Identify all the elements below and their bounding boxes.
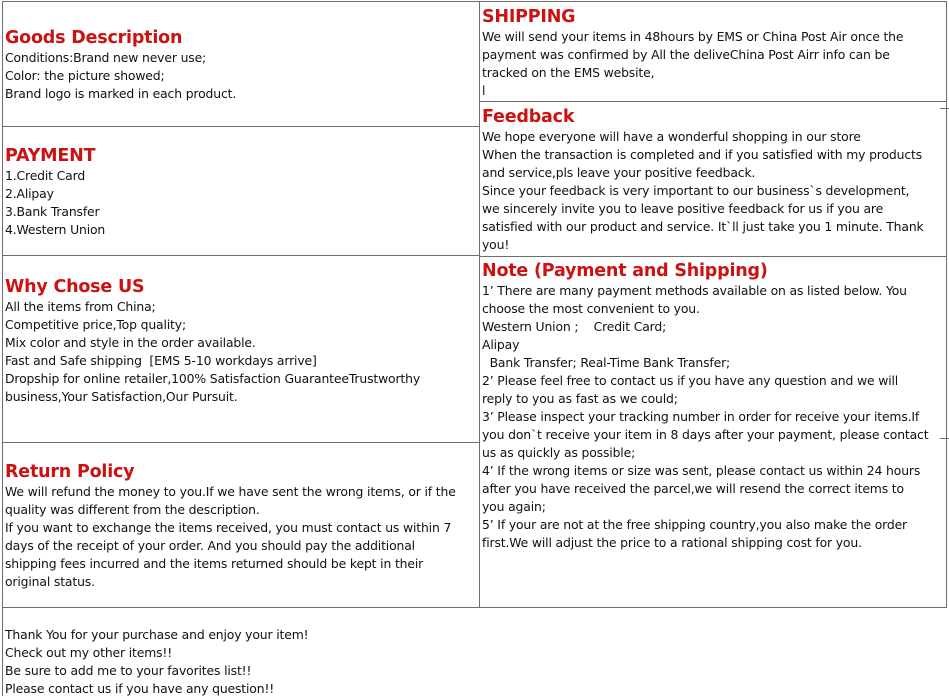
- why-line: Fast and Safe shipping [EMS 5-10 workdays arrive]: [5, 353, 317, 368]
- feedback-line: When the transaction is completed and if you satisfied with my products: [482, 147, 923, 162]
- why-chose-us-section: [2, 276, 478, 406]
- return-line: shipping fees incurred and the items returned should be kept in their: [5, 556, 424, 571]
- shipping-line: We will send your items in 48hours by EMS or China Post Air once the: [482, 29, 904, 44]
- payment-method: 2.Alipay: [5, 186, 54, 201]
- note-line: first.We will adjust the price to a rational shipping cost for you.: [482, 535, 862, 550]
- goods-line: Brand logo is marked in each product.: [5, 86, 237, 101]
- why-line: Competitive price,Top quality;: [5, 317, 186, 332]
- feedback-line: We hope everyone will have a wonderful shopping in our store: [482, 129, 861, 144]
- closing-line: Be sure to add me to your favorites list!!: [5, 663, 252, 678]
- payment-method: 1.Credit Card: [5, 168, 86, 183]
- shipping-line: tracked on the EMS website,: [482, 65, 655, 80]
- why-line: Dropship for online retailer,100% Satisfaction GuaranteeTrustworthy: [5, 371, 421, 386]
- note-line: Western Union ; Credit Card;: [482, 319, 667, 334]
- why-line: business,Your Satisfaction,Our Pursuit.: [5, 389, 238, 404]
- note-line: us as quickly as possible;: [482, 445, 636, 460]
- return-line: We will refund the money to you.If we have sent the wrong items, or if the: [5, 484, 456, 499]
- closing-section: [2, 626, 602, 698]
- shipping-title: SHIPPING: [482, 7, 576, 27]
- note-line: after you have received the parcel,we will resend the correct items to: [482, 481, 904, 496]
- note-line: 5’ If your are not at the free shipping country,you also make the order: [482, 517, 907, 532]
- note-section: [479, 260, 945, 552]
- note-line: 4’ If the wrong items or size was sent, please contact us within 24 hours: [482, 463, 921, 478]
- feedback-line: we sincerely invite you to leave positive feedback for us if you are: [482, 201, 884, 216]
- why-line: All the items from China;: [5, 299, 156, 314]
- return-line: If you want to exchange the items received, you must contact us within 7: [5, 520, 452, 535]
- feedback-line: and service,pls leave your positive feedback.: [482, 165, 756, 180]
- note-line: you again;: [482, 499, 546, 514]
- note-line: 2’ Please feel free to contact us if you have any question and we will: [482, 373, 899, 388]
- goods-description-section: [2, 27, 478, 103]
- note-title: Note (Payment and Shipping): [482, 261, 768, 281]
- return-line: quality was different from the description.: [5, 502, 260, 517]
- return-policy-section: [2, 461, 478, 591]
- shipping-line: payment was confirmed by All the deliveChina Post Airr info can be: [482, 47, 890, 62]
- note-line: reply to you as fast as we could;: [482, 391, 678, 406]
- note-line: choose the most convenient to you.: [482, 301, 700, 316]
- payment-method: 4.Western Union: [5, 222, 106, 237]
- goods-line: Conditions:Brand new never use;: [5, 50, 207, 65]
- goods-line: Color: the picture showed;: [5, 68, 165, 83]
- closing-line: Please contact us if you have any question!!: [5, 681, 275, 696]
- payment-title: PAYMENT: [5, 146, 96, 166]
- note-line: 1’ There are many payment methods available on as listed below. You: [482, 283, 907, 298]
- why-line: Mix color and style in the order available.: [5, 335, 256, 350]
- shipping-section: [479, 6, 945, 100]
- payment-section: [2, 145, 478, 239]
- return-policy-title: Return Policy: [5, 462, 135, 482]
- note-line: 3’ Please inspect your tracking number in order for receive your items.If: [482, 409, 920, 424]
- note-line: you don`t receive your item in 8 days after your payment, please contact: [482, 427, 929, 442]
- closing-line: Check out my other items!!: [5, 645, 173, 660]
- return-line: days of the receipt of your order. And you should pay the additional: [5, 538, 415, 553]
- return-line: original status.: [5, 574, 95, 589]
- feedback-line: satisfied with our product and service. It`ll just take you 1 minute. Thank: [482, 219, 924, 234]
- closing-line: Thank You for your purchase and enjoy your item!: [5, 627, 309, 642]
- note-line: Alipay: [482, 337, 520, 352]
- shipping-line: l: [482, 83, 486, 98]
- note-line: Bank Transfer; Real-Time Bank Transfer;: [482, 355, 731, 370]
- why-chose-us-title: Why Chose US: [5, 277, 145, 297]
- payment-method: 3.Bank Transfer: [5, 204, 100, 219]
- feedback-title: Feedback: [482, 107, 575, 127]
- goods-description-title: Goods Description: [5, 28, 183, 48]
- feedback-line: Since your feedback is very important to our business`s development,: [482, 183, 910, 198]
- feedback-section: [479, 106, 945, 254]
- feedback-line: you!: [482, 237, 510, 252]
